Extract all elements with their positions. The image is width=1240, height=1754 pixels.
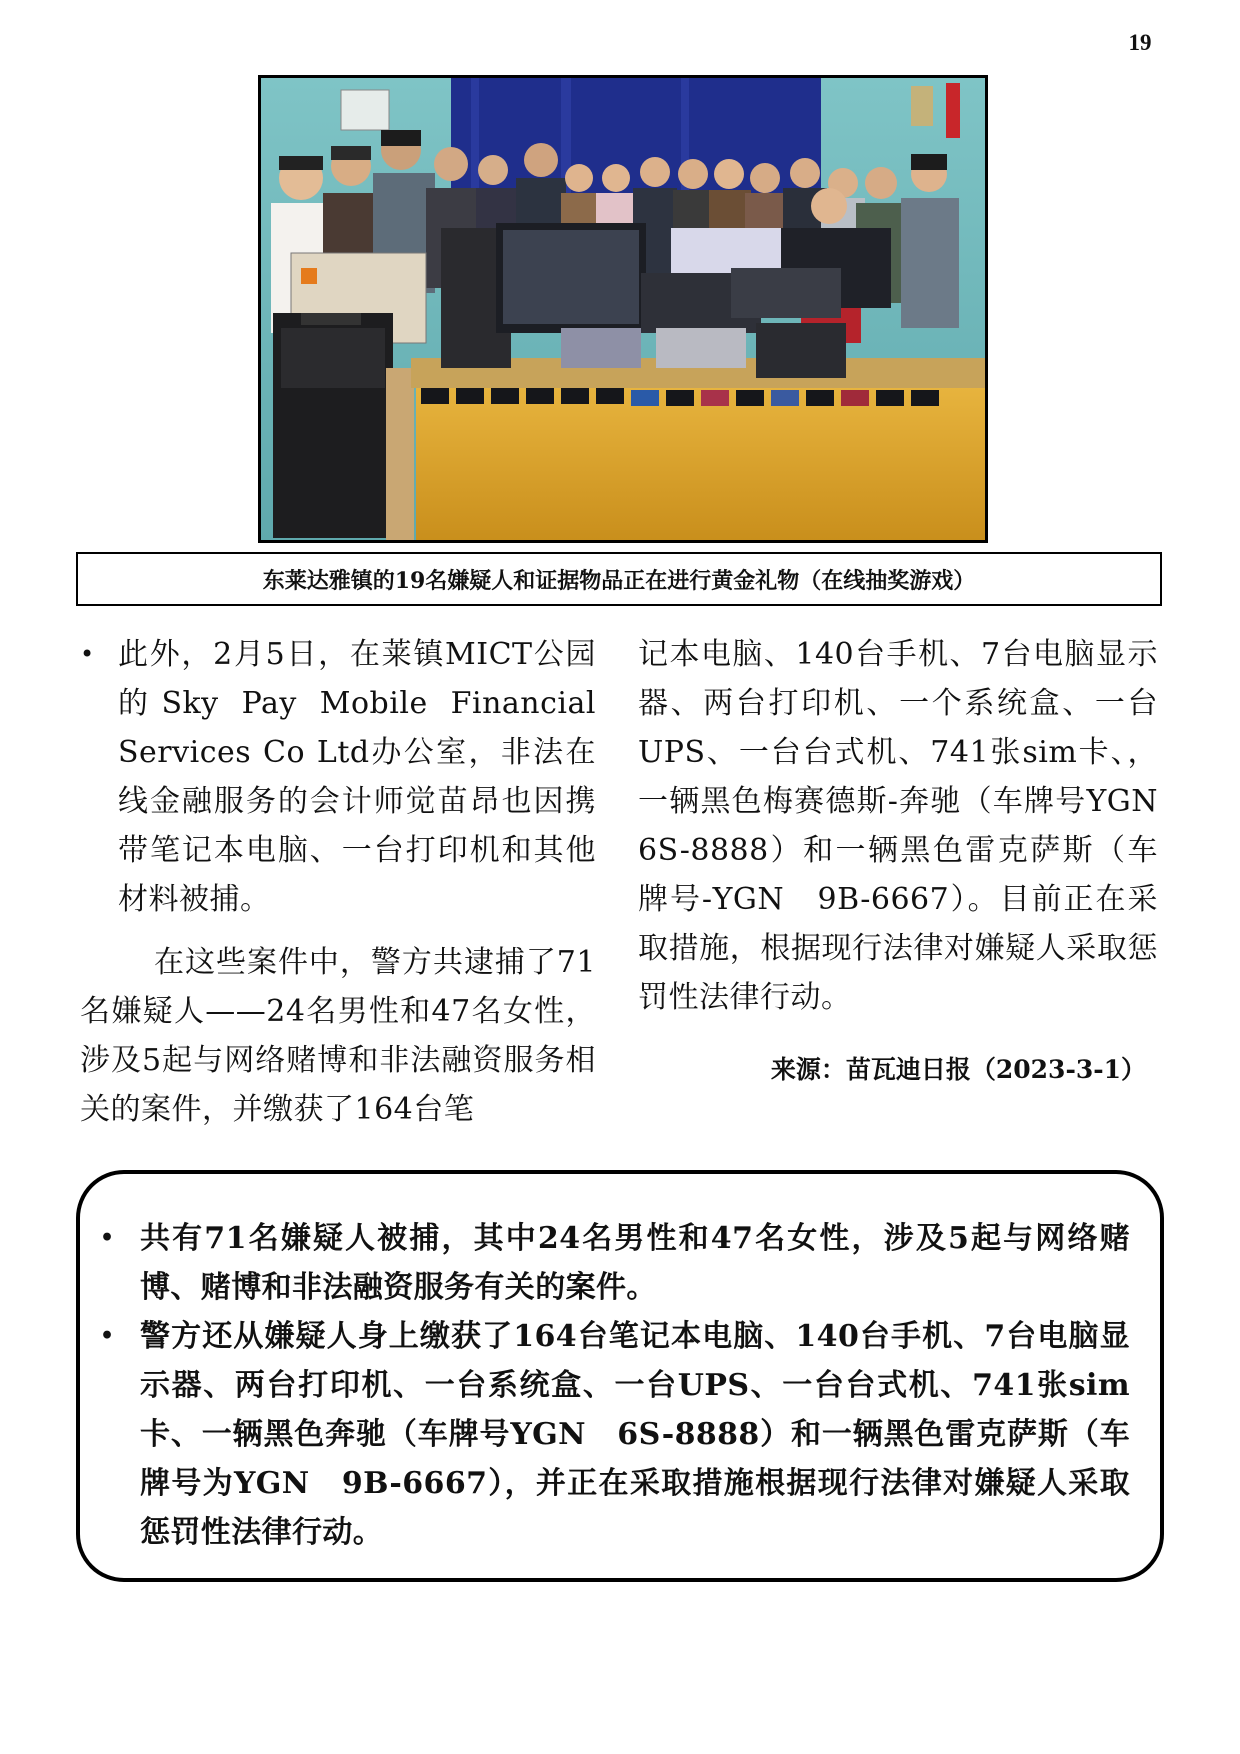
- article-left-column: [80, 630, 596, 1134]
- photo-caption: 东莱达雅镇的19名嫌疑人和证据物品正在进行黄金礼物（在线抽奖游戏）: [76, 552, 1162, 606]
- page-number: 19: [1128, 30, 1152, 55]
- article-bullet-paragraph: [80, 630, 596, 924]
- summary-item: [100, 1214, 1130, 1312]
- summary-item: [100, 1312, 1130, 1557]
- article-paragraph-continued: 记本电脑、140台手机、7台电脑显示器、两台打印机、一个系统盒、一台UPS、一台台式机、741张sim卡、，一辆黑色梅赛德斯-奔驰（车牌号YGN 6S-8888）和一辆黑色雷克萨斯（车牌号-YGN 9B-6667）。目前正在采取措施，根据现行法律对嫌疑人采取惩罚性法律行动。: [638, 637, 1158, 1015]
- summary-item-text: 警方还从嫌疑人身上缴获了164台笔记本电脑、140台手机、7台电脑显示器、两台打印机、一台系统盒、一台UPS、一台台式机、741张sim卡、一辆黑色奔驰（车牌号YGN 6S-8888）和一辆黑色雷克萨斯（车牌号为YGN 9B-6667），并正在采取措施根据现行法律对嫌疑人采取惩罚性法律行动。: [140, 1319, 1130, 1550]
- summary-box: [76, 1170, 1164, 1582]
- bullet-icon: •: [80, 640, 95, 668]
- article-right-column: [638, 630, 1158, 1022]
- bullet-icon: •: [100, 1225, 115, 1251]
- bullet-icon: •: [100, 1323, 115, 1349]
- article-source: 来源：苗瓦迪日报（2023-3-1）: [770, 1055, 1146, 1084]
- article-bullet-text: 此外，2月5日，在莱镇MICT公园的Sky Pay Mobile Financial Services Co Ltd办公室，非法在线金融服务的会计师觉苗昂也因携带笔记本电脑、一台打印机和其他材料被捕。: [118, 637, 596, 917]
- summary-item-text: 共有71名嫌疑人被捕，其中24名男性和47名女性，涉及5起与网络赌博、赌博和非法融资服务有关的案件。: [140, 1221, 1130, 1305]
- news-photo: [258, 75, 988, 543]
- news-photo-suspects-and-evidence-icon: [261, 78, 985, 540]
- article-paragraph: 在这些案件中，警方共逮捕了71名嫌疑人——24名男性和47名女性，涉及5起与网络赌博和非法融资服务相关的案件，并缴获了164台笔: [80, 945, 596, 1127]
